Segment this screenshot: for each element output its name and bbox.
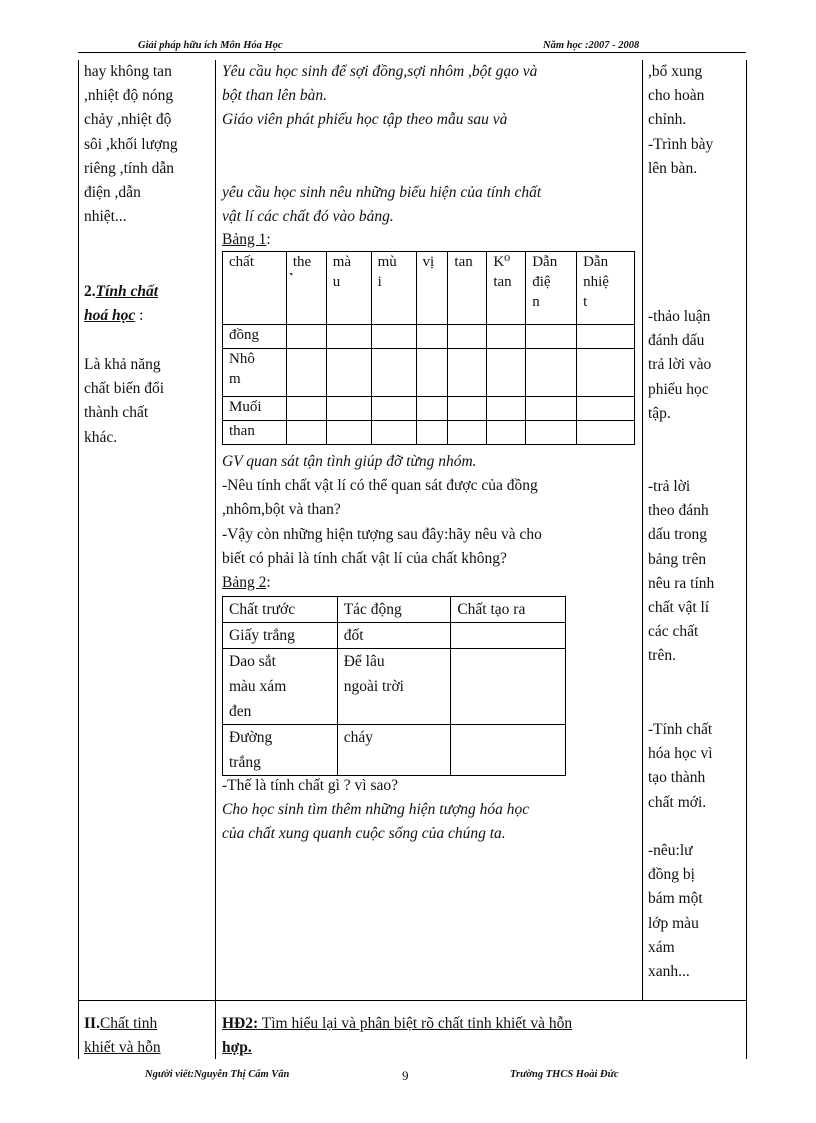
col3-line: bảng trên [648,550,707,568]
col3-line: nêu ra tính [648,574,715,592]
col1-line: riêng ,tính dẫn [84,159,174,177]
col3-line: ,bổ xung [648,63,703,80]
question-line: -Thế là tính chất gì ? vì sao? [222,777,399,794]
section-ii-title-a: Chất tinh [99,1015,158,1032]
guidance-line: -Vậy còn những hiện tượng sau đây:hãy nêu và cho [222,525,542,543]
table1-header: K⁰ tan [487,252,526,325]
table2-cell: Giấy trắng [223,623,338,649]
col3-line: -trả lời [648,478,691,495]
footer-author: Người viết:Nguyễn Thị Cẩm Vân [145,1069,290,1080]
guidance-block [222,450,640,595]
col3-block-a [648,60,744,181]
col3-line: -Trình bày [648,135,714,153]
activity-2-label: HĐ2: [222,1015,259,1032]
section-ii-title-b: khiết và hỗn [84,1039,161,1057]
col3-line: chất vật lí [648,599,710,617]
table2-cell: cháy [337,725,451,776]
col3-block-d [648,718,744,815]
guidance-line: -Nêu tính chất vật lí có thể quan sát được của đồng [222,477,538,495]
table1-header: the [286,252,326,325]
col3-line: chất mới. [648,793,707,811]
table1-header: Dẫn nhiệ t [577,252,635,325]
table2-row [223,623,566,649]
section2-heading [84,280,212,328]
col1-line: ,nhiệt độ nóng [84,87,174,105]
table1-header-row [223,252,635,325]
table1-row-label: Muối [223,397,287,421]
instruction-line: Giáo viên phát phiếu học tập theo mẫu sau và [222,111,508,129]
col1-line: nhiệt... [84,208,127,226]
outer-left-border [78,60,79,1059]
col1-line: hay không tan [84,63,172,80]
table1-header: vị [416,252,448,325]
section2-title-a: Tính chất [95,283,159,300]
header-rule [78,52,746,53]
col3-line: dấu trong [648,526,707,544]
col3-line: xám [648,938,675,956]
table2-header: Chất trước [223,597,338,623]
outer-right-border [746,60,747,1059]
activity-2-heading [222,1012,742,1060]
table1-header: mù i [371,252,416,325]
def-line: thành chất [84,404,149,422]
col3-line: trả lời vào [648,356,712,374]
col1-divider [215,60,216,1059]
instruction-line: bột than lên bàn. [222,87,328,105]
table1-header: mà u [326,252,371,325]
section2-number: 2. [84,283,96,300]
table1-header: Dẫn điệ n [526,252,577,325]
table2-cell: đốt [337,623,451,649]
table1-row [223,421,635,445]
col3-line: -thảo luận [648,308,711,325]
question-line: của chất xung quanh cuộc sống của chúng ta. [222,825,506,843]
section-ii-heading [84,1012,212,1060]
page-number: 9 [402,1068,409,1083]
section2-colon: : [135,307,144,325]
col1-line: điện ,dẫn [84,184,141,202]
table1 [222,251,635,445]
row-divider [78,1000,746,1001]
question-line: Cho học sinh tìm thêm những hiện tượng hóa học [222,801,530,819]
footer-school: Trường THCS Hoài Đức [510,1069,619,1080]
instruction-line: vật lí các chất đó vào bảng. [222,208,394,226]
instruction-line: Yêu cầu học sinh để sợi đồng,sợi nhôm ,bột gạo và [222,63,538,80]
guidance-line: GV quan sát tận tình giúp đỡ từng nhóm. [222,453,477,470]
instructions-mid [222,181,640,229]
instructions-top [222,60,640,133]
table2-cell [451,649,566,725]
table1-header: tan [448,252,487,325]
col2-divider [642,60,643,1000]
col3-line: đồng bị [648,866,695,884]
table2-row [223,649,566,725]
guidance-line: biết có phải là tính chất vật lí của chất không? [222,549,507,567]
instruction-line: yêu cầu học sinh nêu những biểu hiện của tính chất [222,184,542,201]
col3-line: phiếu học [648,380,709,398]
col3-line: lớp màu [648,914,699,932]
col1-content [84,60,212,229]
table1-row [223,349,635,397]
col3-line: theo đánh [648,502,709,520]
col1-line: chảy ,nhiệt độ [84,111,172,129]
section-ii-number: II. [84,1015,100,1032]
table2-cell: Để lâu ngoài trời [337,649,451,725]
table1-row-label: than [223,421,287,445]
table2-cell: Đường trắng [223,725,338,776]
col1-line: sôi ,khối lượng [84,135,178,153]
question-block [222,774,640,847]
col3-line: trên. [648,647,676,665]
table2-header: Tác động [337,597,451,623]
table1-row [223,325,635,349]
col3-line: lên bàn. [648,159,698,177]
col3-block-b [648,305,744,426]
activity-2-text: Tìm hiểu lại và phân biệt rõ chất tinh khiết và hỗn [258,1015,573,1032]
table1-row-label: đồng [223,325,287,349]
table2 [222,596,566,776]
col3-block-e [648,839,744,984]
header-right: Năm học :2007 - 2008 [543,40,640,51]
col3-line: các chất [648,623,699,641]
col3-line: cho hoàn [648,87,705,105]
col3-line: chỉnh. [648,111,687,129]
def-line: khác. [84,428,118,446]
def-line: Là khả năng [84,356,161,373]
table2-cell: Dao sắt màu xám đen [223,649,338,725]
col3-block-c [648,475,744,669]
def-line: chất biến đổi [84,380,165,398]
guidance-line: ,nhôm,bột và than? [222,501,341,519]
col3-line: tập. [648,404,671,422]
section2-definition [84,353,212,450]
table2-label: Bảng 2: [222,574,271,592]
col3-line: hóa học vì [648,745,713,763]
table1-label: Bảng 1: [222,231,271,248]
section2-title-b: hoá học [84,307,136,325]
header-left: Giải pháp hữu ích Môn Hóa Học [138,40,283,51]
table2-cell [451,623,566,649]
table2-cell [451,725,566,776]
table1-header: chất [223,252,287,325]
col3-line: bám một [648,890,703,908]
col3-line: đánh dấu [648,332,705,350]
col3-line: -Tính chất [648,721,713,738]
table1-row-label: Nhô m [223,349,287,397]
table2-row [223,725,566,776]
activity-2-text-cont: hợp. [222,1039,252,1057]
col3-line: tạo thành [648,769,706,787]
table2-header-row [223,597,566,623]
col3-line: xanh... [648,963,690,981]
table1-row [223,397,635,421]
table2-header: Chất tạo ra [451,597,566,623]
col3-line: -nêu:lư [648,842,693,859]
